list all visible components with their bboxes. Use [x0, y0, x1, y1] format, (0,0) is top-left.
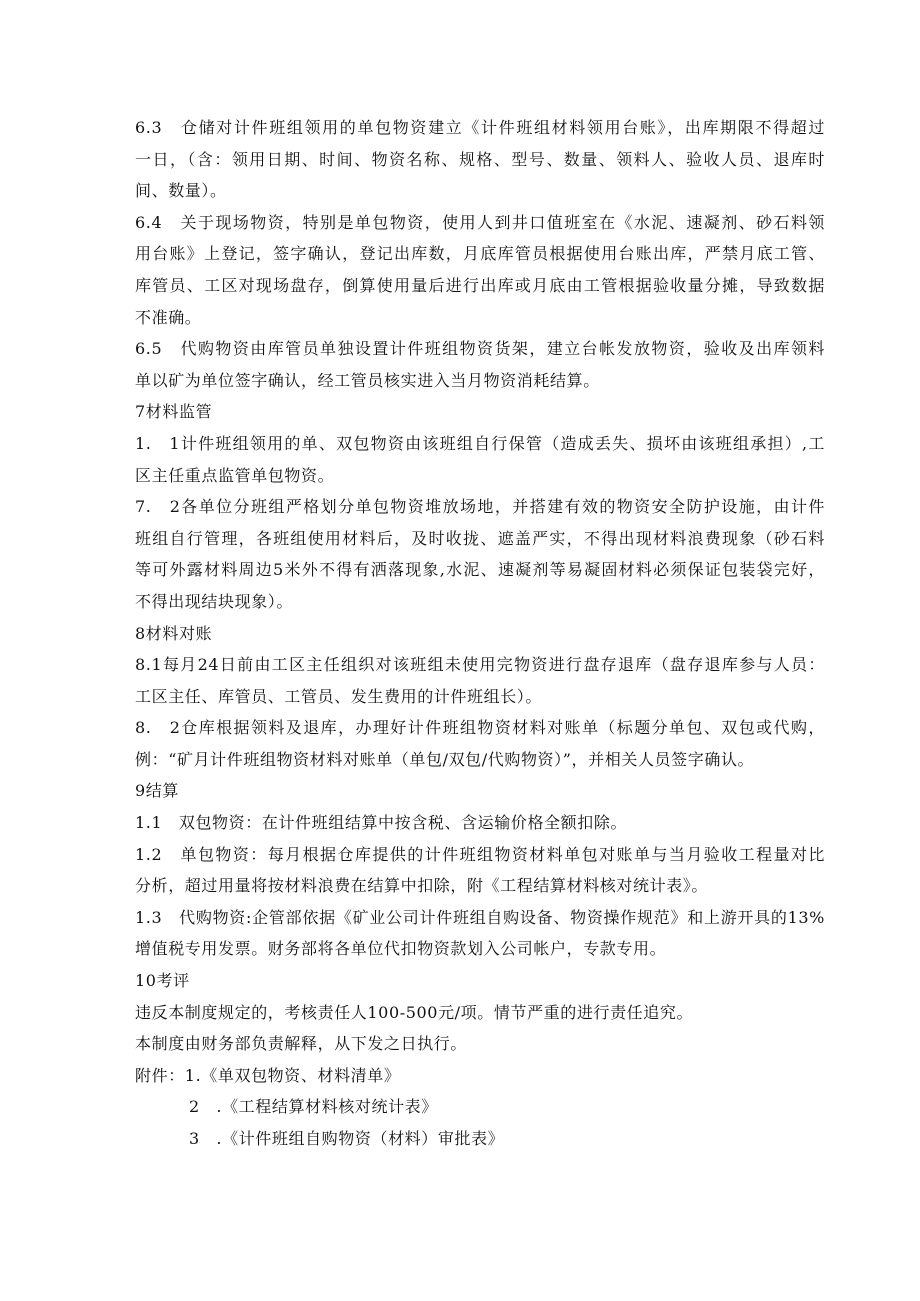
paragraph-line: 工区主任、库管员、工管员、发生费用的计件班组长）。: [135, 686, 543, 706]
attachment-line: 3 .《计件班组自购物资（材料）审批表》: [189, 1129, 505, 1148]
paragraph-line: 库管员、工区对现场盘存，倒算使用量后进行出库或月底由工管根据验收量分摊，导致数据: [135, 275, 825, 295]
paragraph-line: 8.1每月24日前由工区主任组织对该班组未使用完物资进行盘存退库（盘存退库参与人员：: [135, 655, 825, 675]
paragraph-line: 不准确。: [135, 307, 202, 327]
attachment-line: 附件：1.《单双包物资、材料清单》: [135, 1065, 401, 1085]
section-heading: 10考评: [135, 971, 190, 991]
paragraph-line: 不得出现结块现象）。: [135, 591, 294, 611]
section-heading: 8材料对账: [135, 623, 213, 643]
paragraph-line: 1. 1计件班组领用的单、双包物资由该班组自行保管（造成丢失、损坏由该班组承担）,工: [135, 433, 825, 453]
paragraph-line: 本制度由财务部负责解释，从下发之日执行。: [135, 1034, 468, 1054]
paragraph-line: 1.3 代购物资:企管部依据《矿业公司计件班组自购设备、物资操作规范》和上游开具的13%: [135, 907, 825, 927]
paragraph-line: 用台账》上登记，签字确认，登记出库数，月底库管员根据使用台账出库，严禁月底工管、: [135, 244, 825, 264]
document-body: [135, 112, 825, 1155]
paragraph-line: 一日，（含：领用日期、时间、物资名称、规格、型号、数量、领料人、验收人员、退库时: [135, 149, 825, 169]
paragraph-line: 单以矿为单位签字确认，经工管员核实进入当月物资消耗结算。: [135, 370, 600, 390]
paragraph-line: 增值税专用发票。财务部将各单位代扣物资款划入公司帐户，专款专用。: [135, 939, 667, 959]
paragraph-line: 6.4 关于现场物资，特别是单包物资，使用人到井口值班室在《水泥、速凝剂、砂石料领: [135, 212, 825, 232]
paragraph-line: 1.1 双包物资：在计件班组结算中按含税、含运输价格全额扣除。: [135, 813, 628, 833]
paragraph-line: 等可外露材料周边5米外不得有洒落现象,水泥、速凝剂等易凝固材料必须保证包装袋完好，: [135, 560, 825, 580]
paragraph-line: 例：“矿月计件班组物资材料对账单（单包/双包/代购物资）”，并相关人员签字确认。: [135, 749, 755, 769]
paragraph-line: 分析，超过用量将按材料浪费在结算中扣除，附《工程结算材料核对统计表》。: [135, 876, 709, 896]
attachment-line: 2 .《工程结算材料核对统计表》: [189, 1097, 438, 1117]
section-heading: 7材料监管: [135, 402, 213, 422]
paragraph-line: 间、数量）。: [135, 181, 227, 201]
paragraph-line: 7. 2各单位分班组严格划分单包物资堆放场地，并搭建有效的物资安全防护设施，由计件: [135, 497, 825, 517]
paragraph-line: 6.5 代购物资由库管员单独设置计件班组物资货架，建立台帐发放物资，验收及出库领料: [135, 339, 825, 359]
paragraph-line: 1.2 单包物资：每月根据仓库提供的计件班组物资材料单包对账单与当月验收工程量对比: [135, 844, 825, 864]
paragraph-line: 班组自行管理，各班组使用材料后，及时收拢、遮盖严实，不得出现材料浪费现象（砂石料: [135, 528, 825, 548]
paragraph-line: 8. 2仓库根据领料及退库，办理好计件班组物资材料对账单（标题分单包、双包或代购，: [135, 718, 825, 738]
paragraph-line: 6.3 仓储对计件班组领用的单包物资建立《计件班组材料领用台账》，出库期限不得超过: [135, 118, 825, 137]
paragraph-line: 区主任重点监管单包物资。: [135, 465, 335, 485]
section-heading: 9结算: [135, 781, 179, 801]
paragraph-line: 违反本制度规定的，考核责任人100-500元/项。情节严重的进行责任追究。: [135, 1002, 694, 1022]
